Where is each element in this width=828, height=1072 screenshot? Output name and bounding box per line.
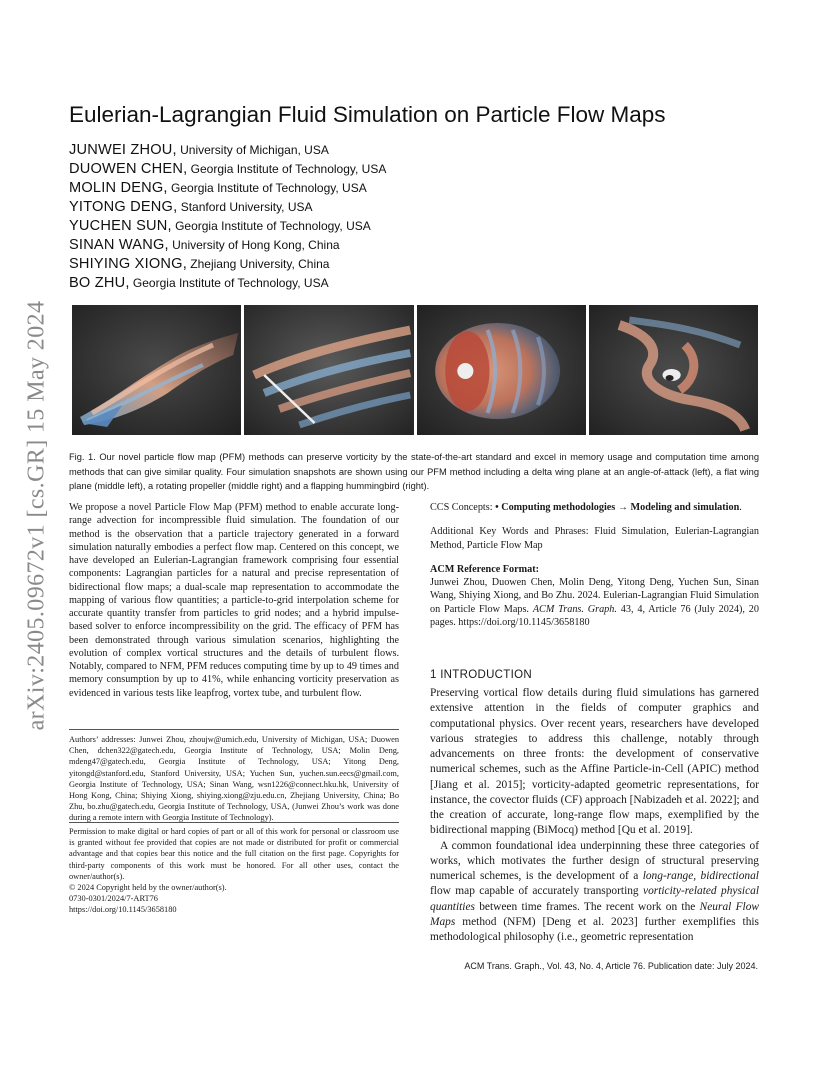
introduction-body (430, 686, 759, 945)
author-affiliation: University of Michigan, USA (176, 143, 329, 157)
footnote-rule (69, 729, 399, 730)
arxiv-stamp: arXiv:2405.09672v1 [cs.GR] 15 May 2024 (23, 300, 50, 731)
author-name: SINAN WANG, (69, 237, 169, 253)
author-4 (69, 198, 769, 217)
ccs-end: . (739, 502, 742, 513)
intro-emphasis: long-range, bidirectional (642, 870, 759, 882)
permission-rule (69, 822, 399, 823)
author-name: JUNWEI ZHOU, (69, 142, 177, 158)
intro-text: method (NFM) [Deng et al. 2023] further exemplifies this methodological philosophy (i.e., geometric representation (430, 915, 759, 943)
intro-paragraph-2 (430, 839, 759, 946)
author-name: MOLIN DENG, (69, 180, 168, 196)
author-2 (69, 160, 769, 179)
author-name: YUCHEN SUN, (69, 218, 172, 234)
reference-details: 43, 4, Article 76 (July 2024), 20 pages. https://doi.org/10.1145/3658180 (430, 603, 759, 628)
intro-emphasis: vorticity-related physical quantities (430, 885, 759, 913)
author-name: YITONG DENG, (69, 199, 178, 215)
page-footer: ACM Trans. Graph., Vol. 43, No. 4, Article 76. Publication date: July 2024. (464, 961, 758, 971)
author-affiliation: Georgia Institute of Technology, USA (171, 219, 371, 233)
abstract: We propose a novel Particle Flow Map (PFM) method to enable accurate long-range advection for incompressible fluid simulation. The foundation of our method is the observation that a particle trajectory generated in a forward simulation naturally embodies a perfect flow map. Centered on this concept, we have developed an Eulerian-Lagrangian framework comprising four essential components: Lagrangian particles for a natural and precise representation of bidirectional flow maps; a dual-scale map representation to accommodate the mapping of various flow quantities; a particle-to-grid interpolation scheme for accurate quantity transfer from particles to grid nodes; and a hybrid impulse-based solver to enforce incompressibility on the grid. The efficacy of PFM has been demonstrated through various simulation scenarios, highlighting the evolution of complex vortical structures and the details of turbulent flows. Notably, compared to NFM, PFM reduces computing time by up to 49 times and memory consumption by up to 41%, while enhancing vorticity preservation as evidenced in various tests like leapfrog, vortex tube, and turbulent flow. (69, 502, 399, 699)
author-6 (69, 236, 769, 255)
author-affiliation: Georgia Institute of Technology, USA (167, 181, 367, 195)
permission-block (69, 826, 399, 916)
author-7 (69, 255, 769, 274)
intro-text: between time frames. The recent work on the (474, 900, 700, 913)
reference-format (430, 576, 759, 629)
section-heading-introduction: 1 INTRODUCTION (430, 669, 532, 681)
issn: 0730-0301/2024/7-ART76 (69, 894, 158, 904)
teaser-figure (72, 305, 758, 435)
ccs-concept-list: • Computing methodologies → Modeling and simulation (495, 502, 740, 513)
author-affiliation: Stanford University, USA (177, 200, 313, 214)
paper-title: Eulerian-Lagrangian Fluid Simulation on Particle Flow Maps (69, 102, 666, 127)
author-8 (69, 274, 769, 293)
author-list (69, 141, 769, 293)
figure-panel-propeller (417, 305, 586, 435)
intro-text: flow map capable of accurately transporting (430, 885, 644, 898)
figure-panel-flat-wing (244, 305, 413, 435)
right-column (430, 501, 759, 629)
author-name: DUOWEN CHEN, (69, 161, 188, 177)
left-column (69, 501, 399, 700)
author-1 (69, 141, 769, 160)
author-affiliation: Georgia Institute of Technology, USA (187, 162, 387, 176)
intro-text: A common foundational idea underpinning these three categories of works, which motivates the further design of structural preserving numerical schemes, is the development of a (430, 839, 759, 882)
ccs-label: CCS Concepts: (430, 502, 496, 513)
doi-link[interactable]: https://doi.org/10.1145/3658180 (69, 905, 177, 915)
copyright-notice: © 2024 Copyright held by the owner/author(s). (69, 883, 227, 893)
author-affiliation: University of Hong Kong, China (168, 238, 340, 252)
keywords: Additional Key Words and Phrases: Fluid Simulation, Eulerian-Lagrangian Method, Particle Flow Map (430, 526, 759, 551)
author-3 (69, 179, 769, 198)
ccs-concepts (430, 501, 759, 514)
intro-emphasis: Neural Flow Maps (430, 900, 760, 928)
figure-caption: Fig. 1. Our novel particle flow map (PFM) methods can preserve vorticity by the state-of-the-art standard and excel in memory usage and computation time among methods that can give similar quality. Four simulation snapshots are shown using our PFM method including a delta wing plane at an angle-of-attack (left), a flat wing plane (middle left), a rotating propeller (middle right) and a flapping hummingbird (right). (69, 452, 759, 492)
author-name: SHIYING XIONG, (69, 256, 187, 272)
author-addresses: Authors’ addresses: Junwei Zhou, zhoujw@umich.edu, University of Michigan, USA; Duowen Chen, dchen322@gatech.edu, Georgia Institute of Technology, USA; Molin Deng, mdeng47@gatech.edu, Georgia Institute of Technology, USA; Yitong Deng, yitongd@stanford.edu, Stanford University, USA; Yuchen Sun, yuchen.sun.eecs@gmail.com, Georgia Institute of Technology, USA; Sinan Wang, wsn1226@connect.hku.hk, University of Hong Kong, China; Shiying Xiong, shiying.xiong@zju.edu.cn, Zhejiang University, China; Bo Zhu, bo.zhu@gatech.edu, Georgia Institute of Technology, USA, (Junwei Zhou’s work was done during a remote intern with Georgia Institute of Technology). (69, 735, 399, 823)
author-name: BO ZHU, (69, 275, 130, 291)
author-5 (69, 217, 769, 236)
author-affiliation: Zhejiang University, China (186, 257, 330, 271)
figure-panel-delta-wing (72, 305, 241, 435)
intro-paragraph-1: Preserving vortical flow details during fluid simulations has garnered extensive attention in the fields of computer graphics and computational physics. Over recent years, researchers have developed various strategies to address this challenge, notably through advancements on three fronts: the development of conservative numerical schemes, such as the Affine Particle-in-Cell (APIC) method [Jiang et al. 2015]; vorticity-adapted geometric representations, for instance, the covector fluids (CF) approach [Nabizadeh et al. 2022]; and the creation of accurate, long-range flow maps, exemplified by the bidirectional mapping (BiMocq) method [Qu et al. 2019]. (430, 687, 759, 837)
reference-citation: Junwei Zhou, Duowen Chen, Molin Deng, Yitong Deng, Yuchen Sun, Sinan Wang, Shiying Xiong, and Bo Zhu. 2024. Eulerian-Lagrangian Fluid Simulation on Particle Flow Maps. (430, 577, 759, 615)
reference-heading: ACM Reference Format: (430, 563, 539, 575)
figure-panel-hummingbird (589, 305, 758, 435)
permission-text: Permission to make digital or hard copies of part or all of this work for personal or classroom use is granted without fee provided that copies are not made or distributed for profit or commercial advantage and that copies bear this notice and the full citation on the first page. Copyrights for third-party components of this work must be honored. For all other uses, contact the owner/author(s). (69, 827, 399, 881)
reference-journal: ACM Trans. Graph. (532, 603, 617, 615)
author-affiliation: Georgia Institute of Technology, USA (129, 276, 329, 290)
